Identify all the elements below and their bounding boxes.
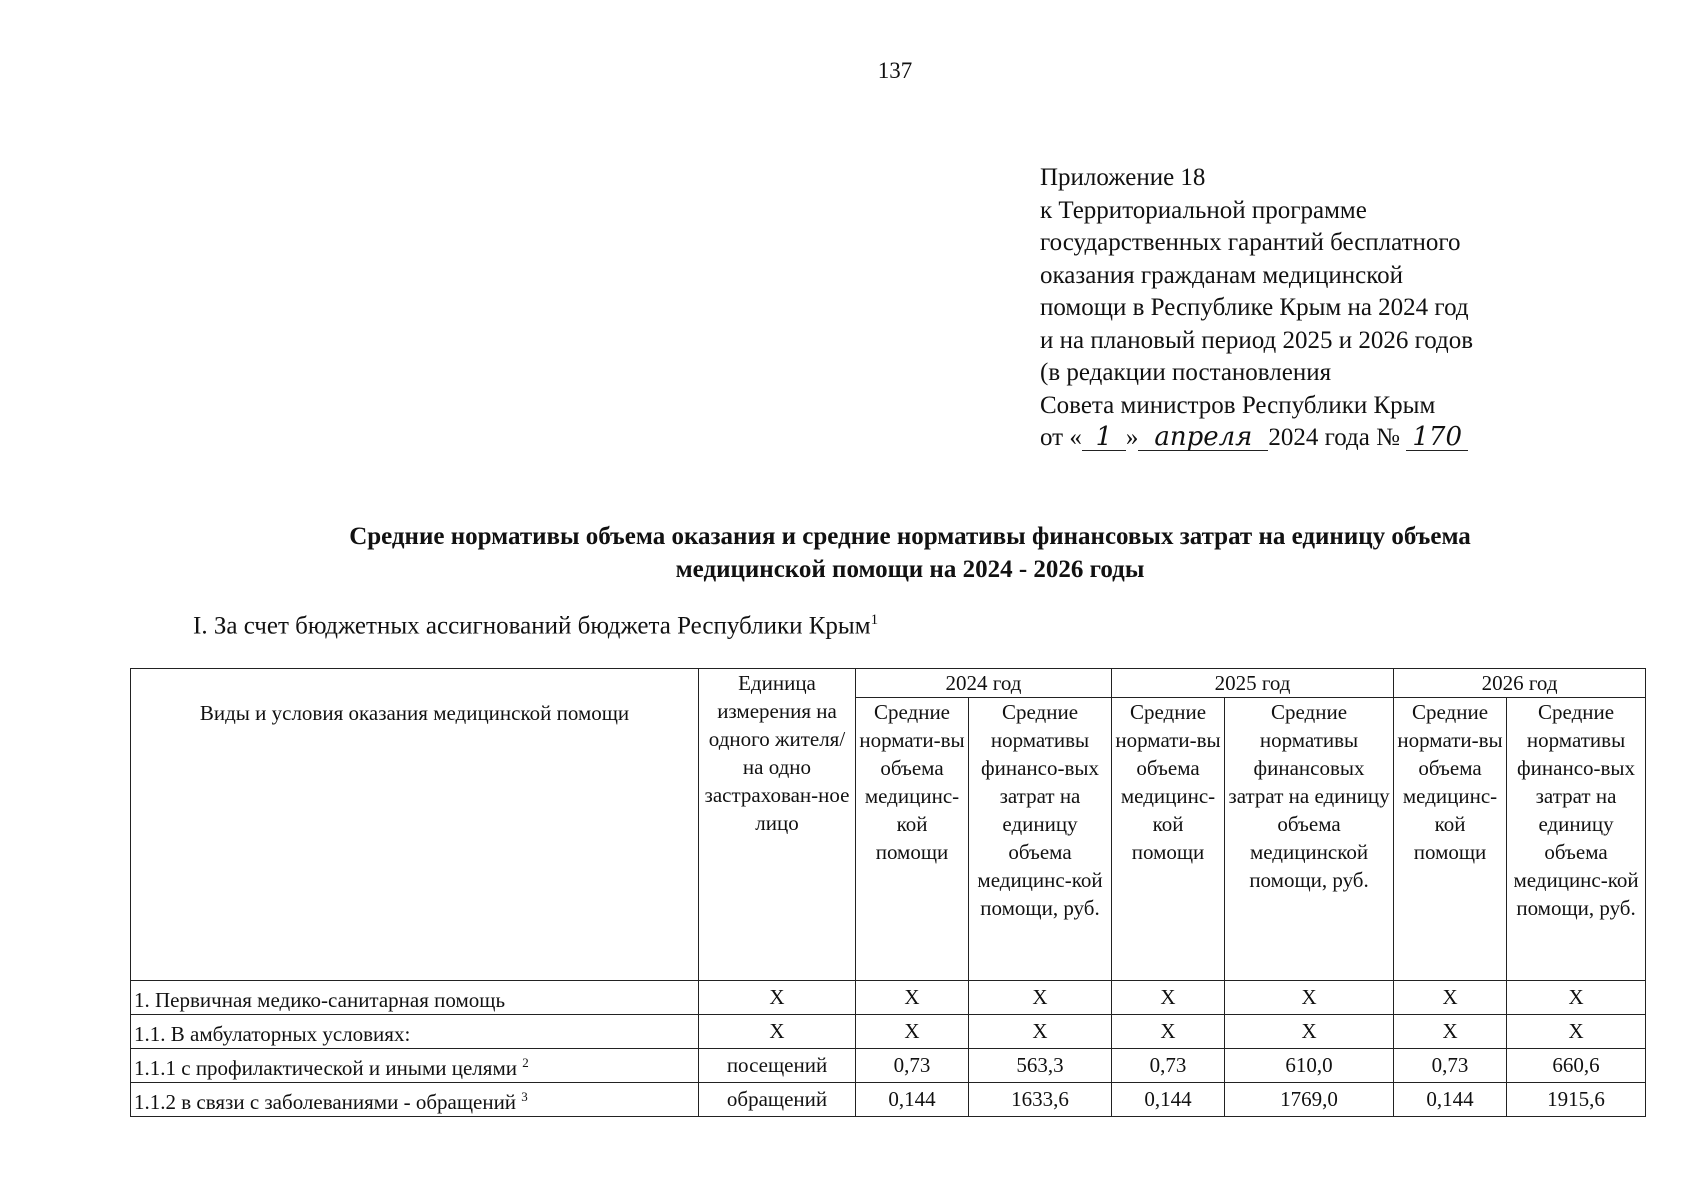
header-unit: Единица измерения на одного жителя/ на одно застрахован-ное лицо — [699, 669, 856, 981]
row-value: 610,0 — [1225, 1049, 1394, 1083]
document-title — [200, 520, 1620, 586]
header-volume-2024: Средние нормати-вы объема медицинс-кой помощи — [856, 698, 969, 981]
row-value: 0,144 — [1112, 1083, 1225, 1117]
appendix-line: помощи в Республике Крым на 2024 год — [1040, 294, 1469, 321]
appendix-date-line — [1040, 422, 1600, 455]
date-month: апреля — [1138, 424, 1268, 451]
date-year-text: 2024 года № — [1268, 424, 1400, 451]
table-row — [131, 1083, 1646, 1117]
header-cost-2025: Средние нормативы финансовых затрат на единицу объема медицинской помощи, руб. — [1225, 698, 1394, 981]
appendix-line: государственных гарантий бесплатного — [1040, 229, 1461, 256]
row-unit: Х — [699, 1015, 856, 1049]
appendix-line: Приложение 18 — [1040, 164, 1206, 191]
header-cost-2024: Средние нормативы финансо-вых затрат на единицу объема медицинс-кой помощи, руб. — [969, 698, 1112, 981]
row-value: 1633,6 — [969, 1083, 1112, 1117]
row-unit: посещений — [699, 1049, 856, 1083]
appendix-line: оказания гражданам медицинской — [1040, 261, 1404, 289]
row-value: Х — [1225, 1015, 1394, 1049]
row-value: Х — [969, 981, 1112, 1015]
row-value: Х — [856, 1015, 969, 1049]
header-cost-2026: Средние нормативы финансо-вых затрат на единицу объема медицинс-кой помощи, руб. — [1507, 698, 1646, 981]
document-number: 170 — [1406, 424, 1468, 451]
appendix-line: и на плановый период 2025 и 2026 годов — [1040, 326, 1474, 354]
date-quote-close: » — [1125, 424, 1139, 451]
row-value: Х — [856, 981, 969, 1015]
row-name: 1.1.1 с профилактической и иными целями $^2$ — [131, 1049, 699, 1083]
row-value: Х — [1112, 1015, 1225, 1049]
row-value: Х — [1112, 981, 1225, 1015]
row-value: Х — [1507, 1015, 1646, 1049]
header-year-2024: 2024 год — [856, 669, 1112, 698]
row-value: 563,3 — [969, 1049, 1112, 1083]
row-value: Х — [969, 1015, 1112, 1049]
appendix-line: к Территориальной программе — [1040, 196, 1367, 224]
page-number: 137 — [877, 58, 913, 83]
title-line-1: Средние нормативы объема оказания и средние нормативы финансовых затрат на единицу объема — [349, 523, 1471, 550]
header-volume-2026: Средние нормати-вы объема медицинс-кой помощи — [1394, 698, 1507, 981]
row-name: 1.1.2 в связи с заболеваниями - обращений $^3$ — [131, 1083, 699, 1117]
row-unit: обращений — [699, 1083, 856, 1117]
row-value: 0,144 — [856, 1083, 969, 1117]
row-value: 0,73 — [1112, 1049, 1225, 1083]
row-value: Х — [1394, 1015, 1507, 1049]
section-text: I. За счет бюджетных ассигнований бюджета Республики Крым — [193, 612, 871, 640]
appendix-line: Совета министров Республики Крым — [1040, 391, 1436, 419]
row-value: Х — [1225, 981, 1394, 1015]
section-footnote: 1 — [870, 612, 879, 628]
date-day: 1 — [1082, 424, 1126, 451]
row-value: 0,73 — [856, 1049, 969, 1083]
table-row — [131, 1049, 1646, 1083]
header-year-2026: 2026 год — [1394, 669, 1646, 698]
row-value: 660,6 — [1507, 1049, 1646, 1083]
norms-table — [130, 668, 1646, 1117]
row-value: 0,144 — [1394, 1083, 1507, 1117]
appendix-line: (в редакции постановления — [1040, 359, 1332, 386]
row-name: 1.1. В амбулаторных условиях: — [131, 1015, 699, 1049]
appendix-block — [1040, 162, 1600, 455]
row-value: 0,73 — [1394, 1049, 1507, 1083]
header-volume-2025: Средние нормати-вы объема медицинс-кой помощи — [1112, 698, 1225, 981]
title-line-2: медицинской помощи на 2024 - 2026 годы — [675, 556, 1145, 583]
date-prefix: от « — [1040, 424, 1082, 451]
header-year-2025: 2025 год — [1112, 669, 1394, 698]
row-value: Х — [1507, 981, 1646, 1015]
section-heading — [193, 612, 878, 640]
table-row — [131, 981, 1646, 1015]
row-value: 1769,0 — [1225, 1083, 1394, 1117]
row-unit: Х — [699, 981, 856, 1015]
table-row — [131, 1015, 1646, 1049]
header-types: Виды и условия оказания медицинской помощи — [131, 669, 699, 981]
row-value: Х — [1394, 981, 1507, 1015]
row-name: 1. Первичная медико-санитарная помощь — [131, 981, 699, 1015]
row-value: 1915,6 — [1507, 1083, 1646, 1117]
